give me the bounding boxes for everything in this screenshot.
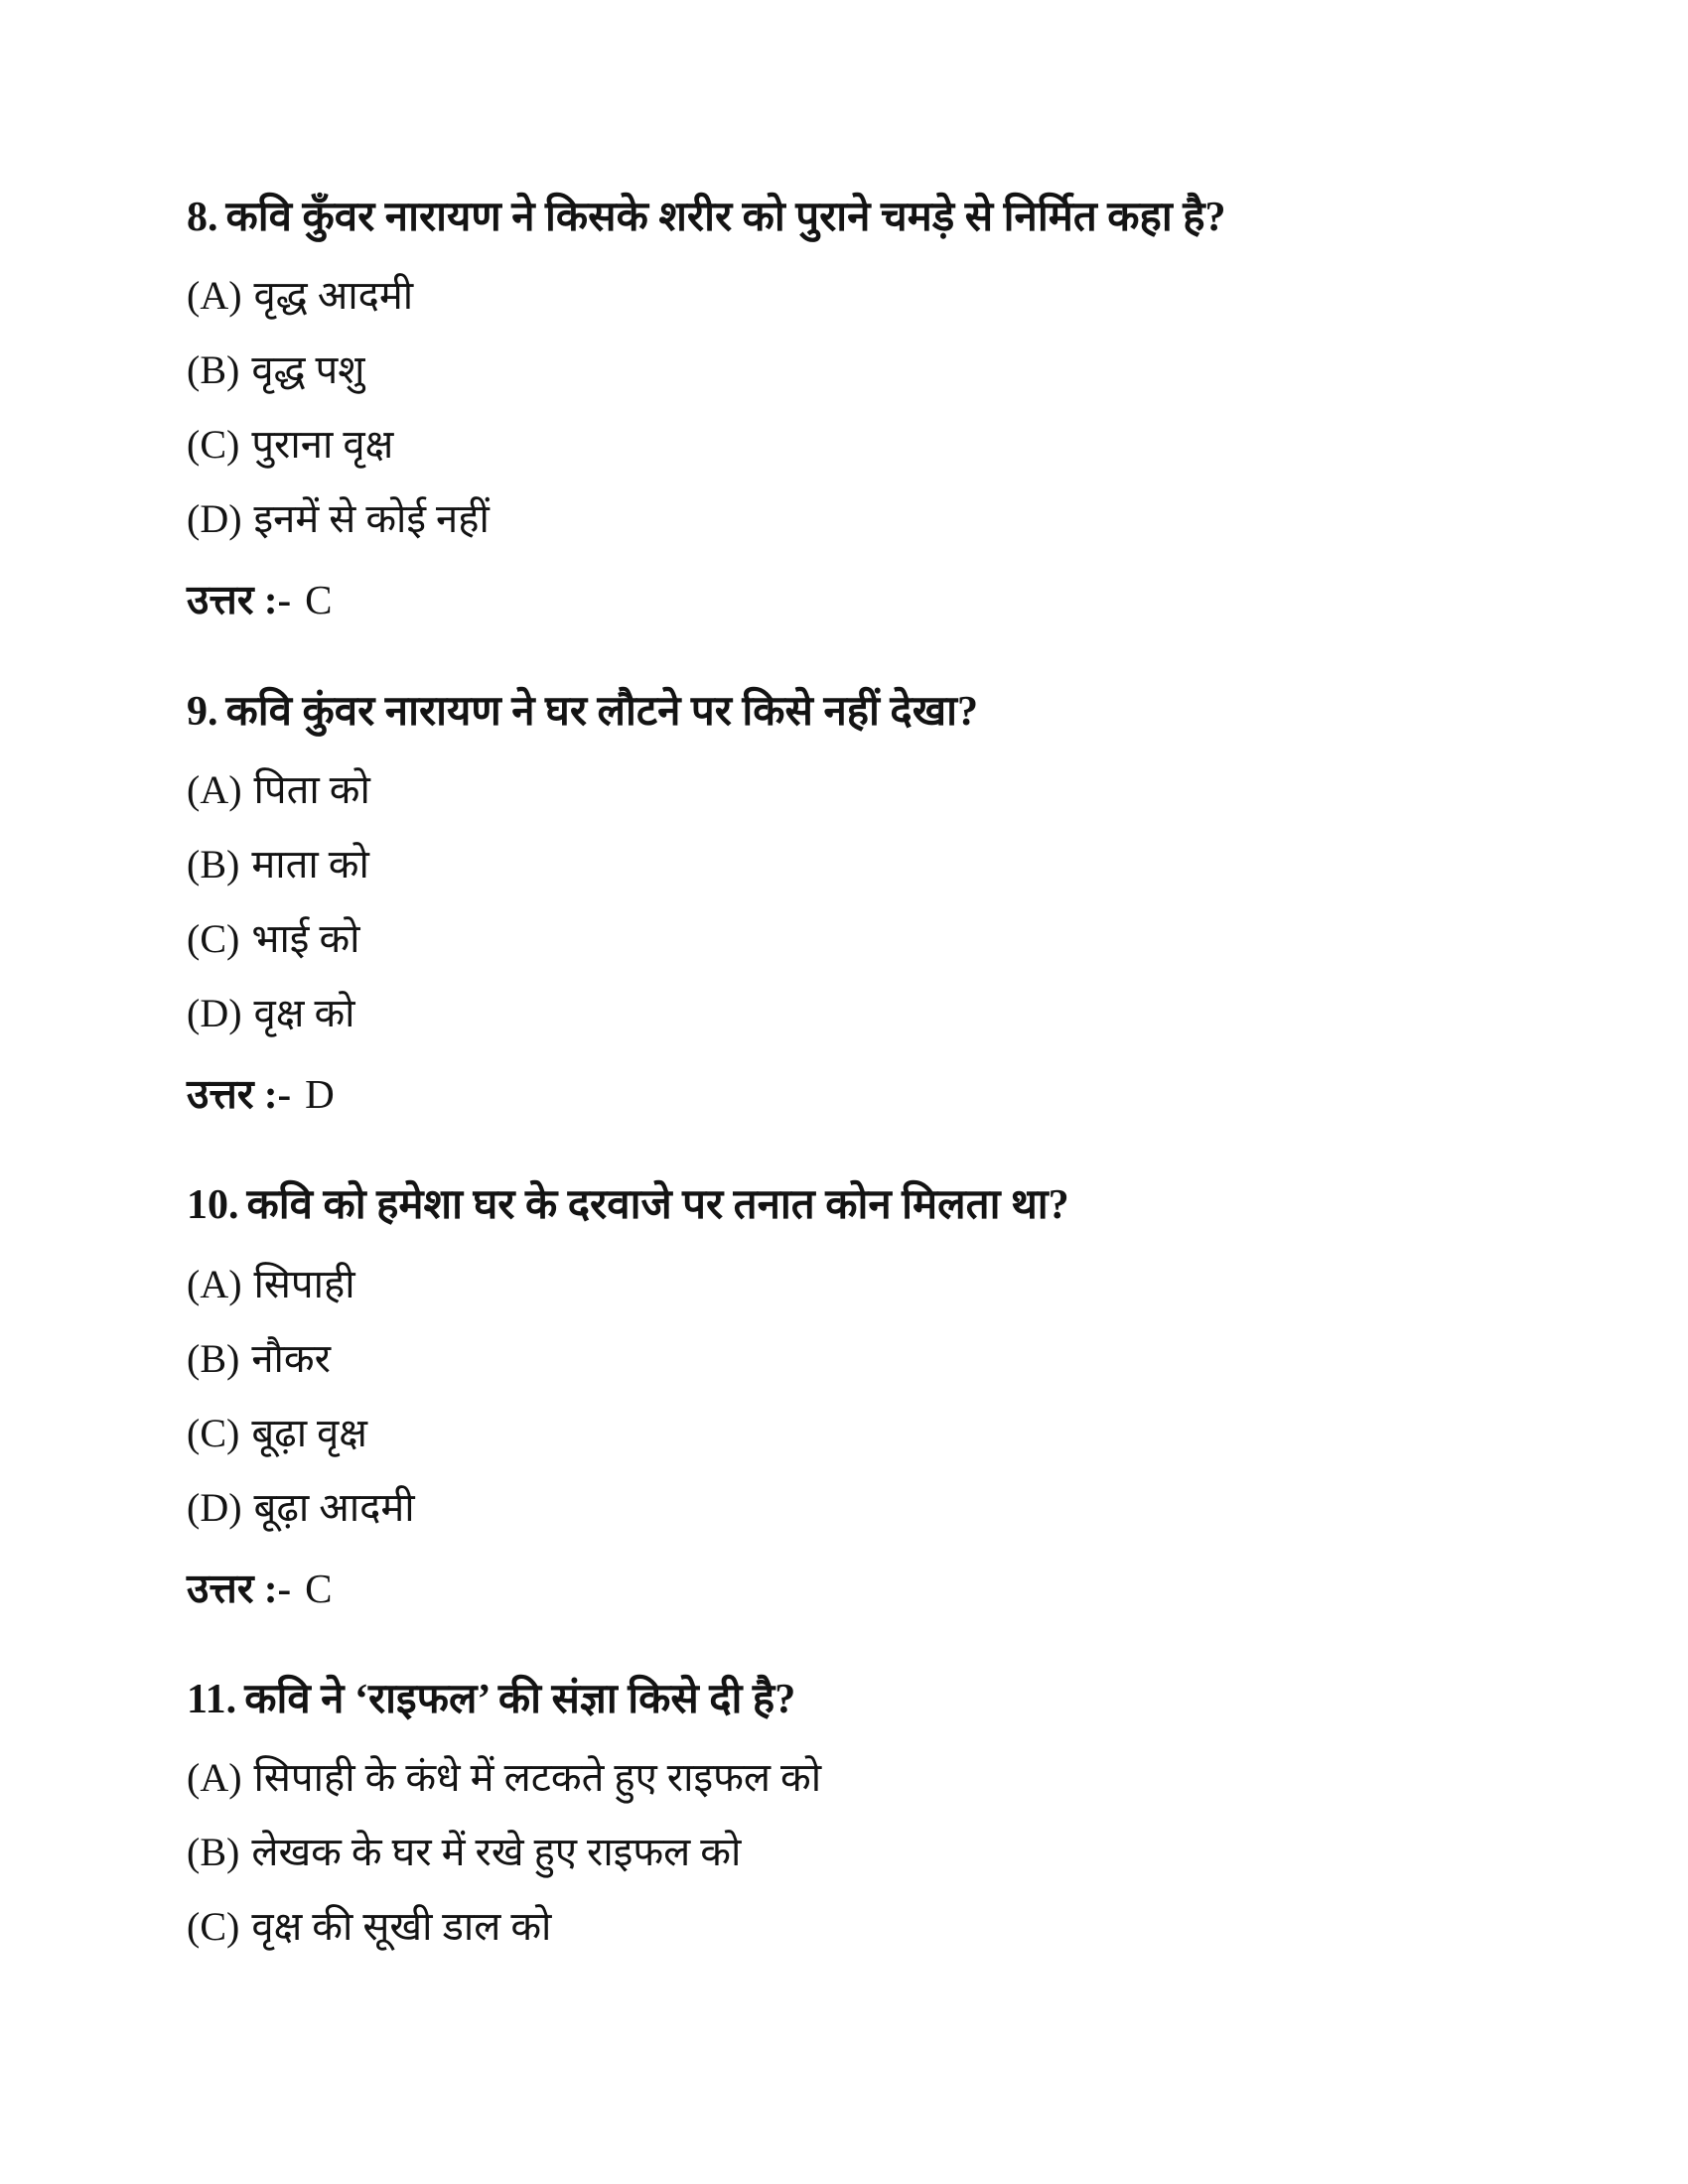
option-text: बूढ़ा वृक्ष — [251, 1410, 367, 1455]
answer-label: उत्तर :- — [187, 1071, 292, 1118]
option-row-a — [187, 766, 1519, 814]
option-text: पुराना वृक्ष — [251, 422, 394, 468]
option-letter: (D) — [187, 496, 242, 542]
answer-row — [187, 1070, 1519, 1119]
option-text: वृक्ष की सूखी डाल को — [251, 1904, 552, 1950]
option-letter: (C) — [187, 1410, 240, 1455]
option-row-a — [187, 1261, 1519, 1308]
answer-letter: C — [305, 1565, 333, 1611]
question-text: कवि को हमेशा घर के दरवाजे पर तनात कोन मिलता था? — [246, 1182, 1069, 1229]
option-row-b — [187, 841, 1519, 888]
option-row-d — [187, 1484, 1519, 1532]
option-text: वृद्ध पशु — [251, 347, 365, 393]
option-text: माता को — [251, 842, 369, 887]
option-row-d — [187, 495, 1519, 543]
option-letter: (B) — [187, 1830, 240, 1875]
question-number: 11. — [187, 1676, 237, 1722]
answer-letter: D — [305, 1071, 335, 1118]
option-letter: (D) — [187, 1484, 242, 1530]
answer-label: उत्तर :- — [187, 577, 292, 623]
option-letter: (B) — [187, 1335, 240, 1381]
option-row-a — [187, 1754, 1519, 1802]
option-row-b — [187, 346, 1519, 394]
option-text: लेखक के घर में रखे हुए राइफल को — [251, 1830, 742, 1875]
question-block-11 — [187, 1673, 1519, 1951]
option-row-b — [187, 1829, 1519, 1876]
question-block-8 — [187, 191, 1519, 625]
option-text: नौकर — [251, 1335, 331, 1381]
option-letter: (A) — [187, 767, 242, 813]
option-text: सिपाही के कंधे में लटकते हुए राइफल को — [253, 1755, 822, 1801]
question-heading — [187, 685, 1519, 740]
question-heading — [187, 1673, 1519, 1727]
option-row-c — [187, 1903, 1519, 1951]
answer-label: उत्तर :- — [187, 1565, 292, 1611]
option-row-a — [187, 272, 1519, 320]
option-letter: (C) — [187, 916, 240, 962]
question-text: कवि कुंवर नारायण ने घर लौटने पर किसे नहीं देखा? — [225, 688, 978, 735]
question-text: कवि ने ‘राइफल’ की संज्ञा किसे दी है? — [244, 1676, 796, 1722]
option-letter: (C) — [187, 422, 240, 468]
option-row-c — [187, 1410, 1519, 1457]
option-text: इनमें से कोई नहीं — [253, 496, 490, 542]
option-letter: (B) — [187, 842, 240, 887]
question-number: 9. — [187, 688, 218, 735]
option-row-c — [187, 915, 1519, 963]
option-letter: (C) — [187, 1904, 240, 1950]
option-letter: (D) — [187, 991, 242, 1036]
option-text: पिता को — [253, 767, 370, 813]
question-block-9 — [187, 685, 1519, 1120]
question-block-10 — [187, 1178, 1519, 1613]
option-letter: (A) — [187, 1755, 242, 1801]
option-text: बूढ़ा आदमी — [253, 1484, 415, 1530]
question-heading — [187, 1178, 1519, 1233]
option-row-d — [187, 990, 1519, 1037]
answer-letter: C — [305, 577, 333, 623]
option-text: सिपाही — [253, 1261, 355, 1306]
option-row-c — [187, 421, 1519, 469]
question-heading — [187, 191, 1519, 245]
option-letter: (B) — [187, 347, 240, 393]
option-row-b — [187, 1335, 1519, 1383]
question-text: कवि कुँवर नारायण ने किसके शरीर को पुराने चमड़े से निर्मित कहा है? — [225, 195, 1226, 240]
option-text: वृक्ष को — [253, 991, 355, 1036]
option-text: वृद्ध आदमी — [253, 273, 414, 319]
option-text: भाई को — [251, 916, 360, 962]
question-number: 8. — [187, 195, 218, 240]
answer-row — [187, 1565, 1519, 1613]
question-number: 10. — [187, 1182, 239, 1229]
answer-row — [187, 576, 1519, 624]
option-letter: (A) — [187, 1261, 242, 1306]
option-letter: (A) — [187, 273, 242, 319]
